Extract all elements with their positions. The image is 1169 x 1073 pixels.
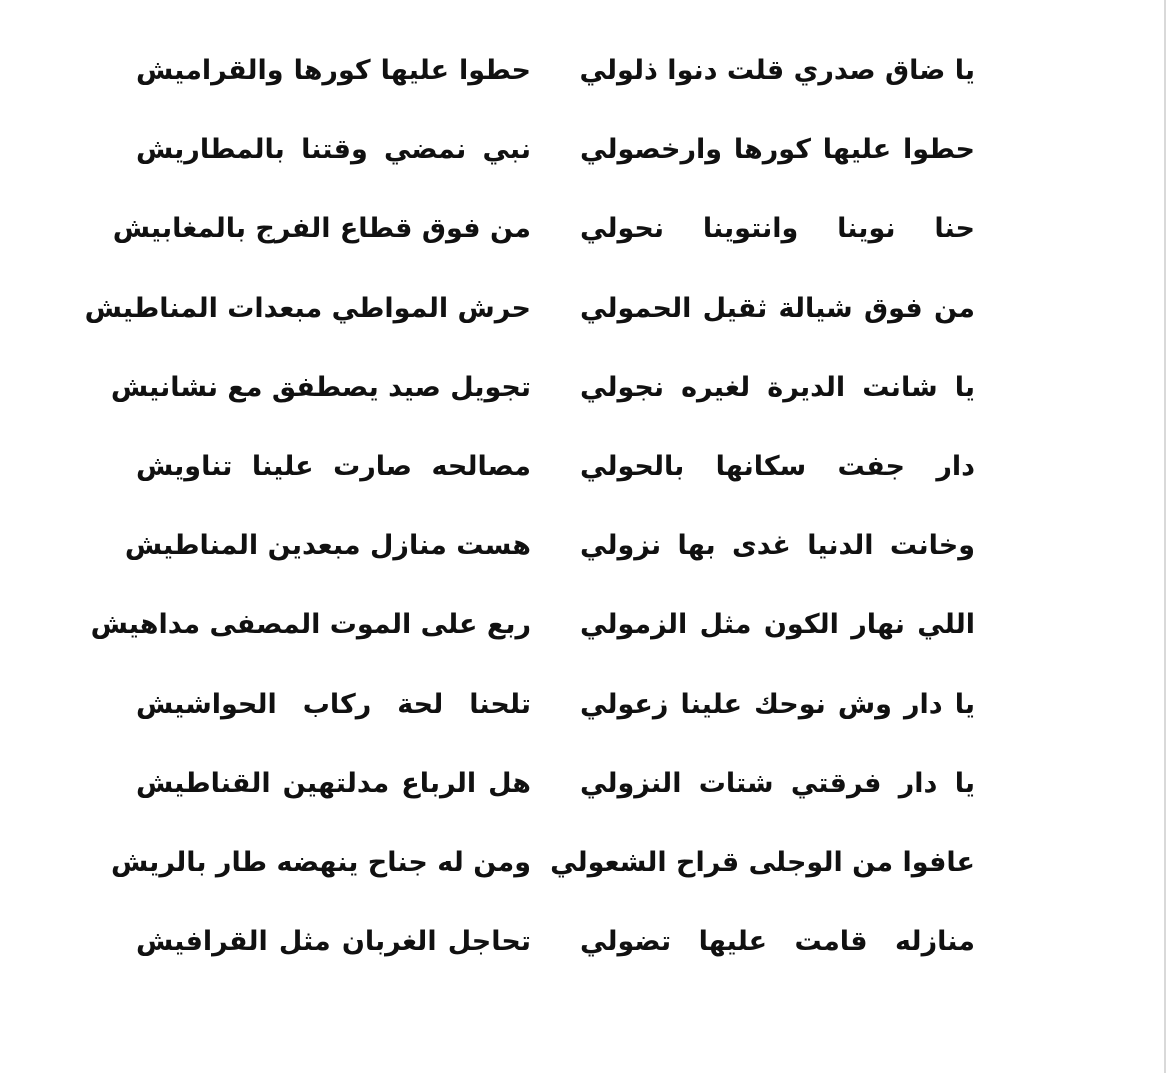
verse-first-hemistich: منازله قامت عليها تضولي: [580, 926, 975, 958]
verse-line: [0, 194, 1169, 273]
verse-second-hemistich: نبي نمضي وقتنا بالمطاريش: [136, 134, 531, 166]
verse-line: [0, 353, 1169, 432]
verse-second-hemistich: تلحنا لحة ركاب الحواشيش: [136, 688, 531, 720]
verse-first-hemistich: من فوق شيالة ثقيل الحمولي: [580, 292, 975, 324]
verse-second-hemistich: حطوا عليها كورها والقراميش: [136, 55, 531, 86]
verse-first-hemistich: وخانت الدنيا غدى بها نزولي: [580, 530, 975, 562]
verse-second-hemistich: هست منازل مبعدين المناطيش: [124, 530, 531, 562]
verse-first-hemistich: يا دار فرقتي شتات النزولي: [580, 767, 975, 799]
verse-second-hemistich: هل الرباع مدلتهين القناطيش: [136, 767, 531, 799]
verse-line: [0, 828, 1169, 907]
verse-second-hemistich: ومن له جناح ينهضه طار بالريش: [111, 846, 531, 878]
verse-second-hemistich: حرش المواطي مبعدات المناطيش: [84, 292, 531, 324]
verse-second-hemistich: ربع على الموت المصفى مداهيش: [90, 609, 531, 641]
verse-first-hemistich: حنا نوينا وانتوينا نحولي: [580, 213, 975, 245]
verse-line: [0, 115, 1169, 194]
verse-first-hemistich: حطوا عليها كورها وارخصولي: [580, 134, 975, 166]
verse-second-hemistich: تحاجل الغربان مثل القرافيش: [136, 926, 531, 958]
verse-first-hemistich: اللي نهار الكون مثل الزمولي: [580, 609, 975, 641]
verse-first-hemistich: دار جفت سكانها بالحولي: [580, 450, 975, 482]
verse-line: [0, 670, 1169, 749]
verse-line: [0, 36, 1169, 115]
verse-second-hemistich: مصالحه صارت علينا تناويش: [136, 450, 531, 482]
verse-second-hemistich: تجويل صيد يصطفق مع نشانيش: [110, 371, 531, 403]
verse-line: [0, 907, 1169, 986]
poem-body: [0, 36, 1169, 986]
verse-first-hemistich: يا ضاق صدري قلت دنوا ذلولي: [579, 55, 975, 86]
verse-line: [0, 511, 1169, 590]
verse-first-hemistich: يا شانت الديرة لغيره نجولي: [580, 371, 975, 403]
verse-first-hemistich: عافوا من الوجلى قراح الشعولي: [550, 846, 975, 878]
verse-line: [0, 432, 1169, 511]
verse-second-hemistich: من فوق قطاع الفرج بالمغابيش: [112, 213, 531, 245]
verse-line: [0, 749, 1169, 828]
verse-line: [0, 590, 1169, 669]
verse-line: [0, 274, 1169, 353]
verse-first-hemistich: يا دار وش نوحك علينا زعولي: [580, 688, 975, 720]
